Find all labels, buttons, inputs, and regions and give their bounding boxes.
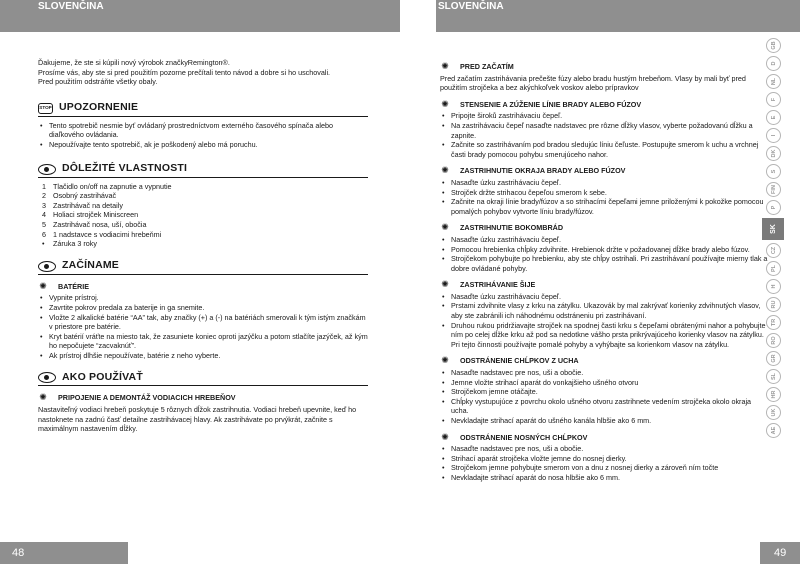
section-title: UPOZORNENIE [59,101,139,114]
section [440,280,770,349]
list-item: • Kryt batérií vráťte na miesto tak, že zasuniete koniec oproti jazýčku a potom stlačíte jazýček, až kým ho nepočujete “zacvaknúť”. [38,332,368,351]
section-subheading: ✺ ZASTRIHÁVANIE ŠIJE [441,279,536,290]
language-tab-tr[interactable]: TR [766,315,781,330]
list-item: • Nevkladajte strihací aparát do ušného kanála hlbšie ako 6 mm. [440,416,770,426]
list-item: • Nasaďte úzku zastrihávaciu čepeľ. [440,235,770,245]
section-subheading: ✺ ZASTRIHNUTIE BOKOMBRÁD [441,222,564,233]
feature-item: 4 Holiaci strojček Miniscreen [42,210,139,220]
section-list [440,292,770,350]
language-tab-sk[interactable]: SK [762,218,784,240]
list-item: • Strojčekom jemne otáčajte. [440,387,770,397]
section-list [440,235,770,273]
list-item: • Druhou rukou pridržiavajte strojček na spodnej časti krku s čepeľami obrátenými nahor a pohybujte ním po celej dĺžke krku až pod sa nedotkne vášho prsta prikrývajúceho korienky vlasov na zátylku. Pri tejto činnosti používajte pomalé pohyby a vyhýbajte sa korienkom vlasov na zátylku. [440,321,770,350]
language-tab-d[interactable]: D [766,56,781,71]
list-item: • Zavrtite pokrov predala za baterije in ga snemite. [38,303,368,313]
language-tab-dk[interactable]: DK [766,146,781,161]
usage-text: Nastaviteľný vodiaci hrebeň poskytuje 5 rôznych dĺžok zastrihnutia. Vodiaci hrebeň upevnite, keď ho nastoknete na zadnú časť detailne zastrihávacej hlavy. Ak zastrihávate po prvýkrát, začnite s maximálnym nastavením dĺžky. [38,405,357,434]
page-header: SLOVENČINA [0,0,400,14]
list-item: • Strojčekom pohybujte po hrebienku, aby ste chĺpy ostrihali. Pri zastrihávaní používajte mierny tlak a dobre ovládané pohyby. [440,254,770,273]
section-list [440,444,770,482]
section-list [440,368,770,426]
feature-item: 3 Zastrihávač na detaily [42,200,123,210]
language-tab-strip [762,38,784,441]
page-header: SLOVENČINA [436,0,800,14]
list-item: • Vložte 2 alkalické batérie “AA” tak, aby značky (+) a (-) na batériách smerovali k tým istým značkám v priestore pre batérie. [38,313,368,332]
language-tab-h[interactable]: H [766,279,781,294]
sun-icon: ✺ [441,222,449,233]
feature-item: 1 Tlačidlo on/off na zapnutie a vypnutie [42,181,172,191]
section-subheading: ✺ PRED ZAČATÍM [441,61,514,71]
sun-icon: ✺ [39,392,47,403]
language-tab-p[interactable]: P [766,200,781,215]
language-tab-fin[interactable]: FIN [766,182,781,197]
language-tab-e[interactable]: E [766,110,781,125]
language-tab-sl[interactable]: SL [766,369,781,384]
sun-icon: ✺ [441,165,449,176]
language-tab-cz[interactable]: CZ [766,243,781,258]
sun-icon: ✺ [441,431,449,442]
intro-line: Prosíme vás, aby ste si pred použitím pozorne prečítali tento návod a dobre si ho uschovali. [38,67,331,77]
list-item: • Pripojte široků zastrihávaciu čepeľ. [440,111,770,121]
sun-icon: ✺ [441,355,449,366]
section-subheading: ✺ ODSTRÁNENIE NOSNÝCH CHĹPKOV [441,431,588,442]
intro-line: Ďakujeme, že ste si kúpili nový výrobok značkyRemington®. [38,58,230,67]
features-heading [38,164,368,178]
language-tab-ae[interactable]: AE [766,423,781,438]
list-item: • Začnite na okraji línie brady/fúzov a so strihacími čepeľami jemne priloženými k pokožke pomocou pomalých pohybov vytvorte líniu brady/fúzov. [440,197,770,216]
sun-icon: ✺ [441,98,449,109]
list-item: • Strihací aparát strojčeka vložte jemne do nosnej dierky. [440,454,770,464]
warning-list [38,121,368,150]
section-list [440,111,770,159]
list-item: • Ak prístroj dlhšie nepoužívate, batérie z neho vyberte. [38,351,368,361]
section-subheading: ✺ ZASTRIHNUTIE OKRAJA BRADY ALEBO FÚZOV [441,165,626,176]
list-item: • Na zastrihávaciu čepeľ nasaďte nadstavec pre rôzne dĺžky vlasov, vyberte požadovanú dĺžku a zapnite. [440,121,770,140]
section-title: AKO POUŽÍVAŤ [62,371,143,384]
features-list [38,182,368,249]
language-tab-ro[interactable]: RO [766,333,781,348]
header-band [0,14,400,32]
section-text: Pred začatím zastrihávania prečešte fúzy alebo bradu hustým hrebeňom. Vlasy by mali byť pred použitím strojčeka a bez akýchkoľvek voskov alebo prípravkov [440,73,746,93]
sun-icon: ✺ [441,279,449,290]
section-list [440,178,770,216]
section-subheading: ✺ STENSENIE A ZÚŽENIE LÍNIE BRADY ALEBO FÚZOV [441,98,642,109]
list-item: • Pomocou hrebienka chĺpky zdvihnite. Hrebienok držte v požadovanej dĺžke brady alebo fúzov. [440,245,770,255]
section [440,100,770,160]
list-item: • Prstami zdvihnite vlasy z krku na zátylku. Ukazovák by mal zakrývať korienky zdvihnutých vlasov, aby ste zabránili ich náhodnému odstráneniu pri zastrihávaní. [440,301,770,320]
list-item: • Tento spotrebič nesmie byť ovládaný prostredníctvom externého časového spínača alebo diaľkového ovládania. [38,121,368,140]
sun-icon: ✺ [441,61,449,71]
usage-subheading: ✺ PRIPOJENIE A DEMONTÁŽ VODIACICH HREBEŇOV [39,392,236,403]
header-band [436,14,800,32]
section-subheading: ✺ ODSTRÁNENIE CHĹPKOV Z UCHA [441,355,579,366]
section [440,166,770,216]
intro [38,58,368,87]
sun-icon: ✺ [39,280,47,291]
section [440,433,770,483]
language-tab-f[interactable]: F [766,92,781,107]
list-item: • Nepoužívajte tento spotrebič, ak je poškodený alebo má poruchu. [38,140,368,150]
feature-item: 2 Osobný zastrihávač [42,191,117,201]
eye-icon [38,372,56,383]
intro-line: Pred použitím odstráňte všetky obaly. [38,77,158,87]
language-tab-i[interactable]: I [766,128,781,143]
list-item: • Začnite so zastrihávaním pod bradou sledujúc líniu čeľuste. Postupujte smerom k uchu a vrchnej časti brady pomocou pohybu smerujúceho nahor. [440,140,770,159]
eye-icon [38,261,56,272]
language-tab-nl[interactable]: NL [766,74,781,89]
start-heading [38,261,368,275]
list-item: • Vypnite prístroj. [38,293,368,303]
right-page [400,0,800,564]
battery-list [38,293,368,360]
language-tab-pl[interactable]: PL [766,261,781,276]
stop-icon: STOP [38,103,53,114]
language-tab-hr[interactable]: HR [766,387,781,402]
warning-heading [38,103,368,117]
list-item: • Nevkladajte strihací aparát do nosa hlbšie ako 6 mm. [440,473,770,483]
page-number: 49 [760,542,800,564]
language-tab-gb[interactable]: GB [766,38,781,53]
page-number: 48 [0,542,128,564]
left-content [38,58,368,434]
usage-heading [38,372,368,386]
section-title: DÔLEŽITÉ VLASTNOSTI [62,162,188,175]
list-item: • Nasaďte úzku zastrihávaciu čepeľ. [440,178,770,188]
section [440,223,770,273]
feature-item: 5 Zastrihávač nosa, uší, obočia [42,219,147,229]
feature-item: • Záruka 3 roky [42,239,97,249]
language-tab-gr[interactable]: GR [766,351,781,366]
list-item: • Nasaďte nadstavec pre nos, uši a obočie. [440,368,770,378]
section-title: ZAČÍNAME [62,259,120,272]
language-tab-s[interactable]: S [766,164,781,179]
list-item: • Chĺpky vystupujúce z povrchu okolo ušného otvoru zastrihnete vedením strojčeka okolo okraja ucha. [440,397,770,416]
right-content [440,60,770,483]
section [440,356,770,425]
list-item: • Strojček držte strihacou čepeľou smerom k sebe. [440,188,770,198]
list-item: • Strojčekom jemne pohybujte smerom von a dnu z nosnej dierky a zároveň ním točte [440,463,770,473]
eye-icon [38,164,56,175]
language-tab-ru[interactable]: RU [766,297,781,312]
list-item: • Jemne vložte strihací aparát do vonkajšieho ušného otvoru [440,378,770,388]
language-tab-uk[interactable]: UK [766,405,781,420]
section [440,62,770,93]
battery-subheading: ✺ BATÉRIE [39,280,90,291]
list-item: • Nasaďte úzku zastrihávaciu čepeľ. [440,292,770,302]
list-item: • Nasaďte nadstavec pre nos, uši a obočie. [440,444,770,454]
feature-item: 6 1 nadstavce s vodiacimi hrebeňmi [42,229,162,239]
